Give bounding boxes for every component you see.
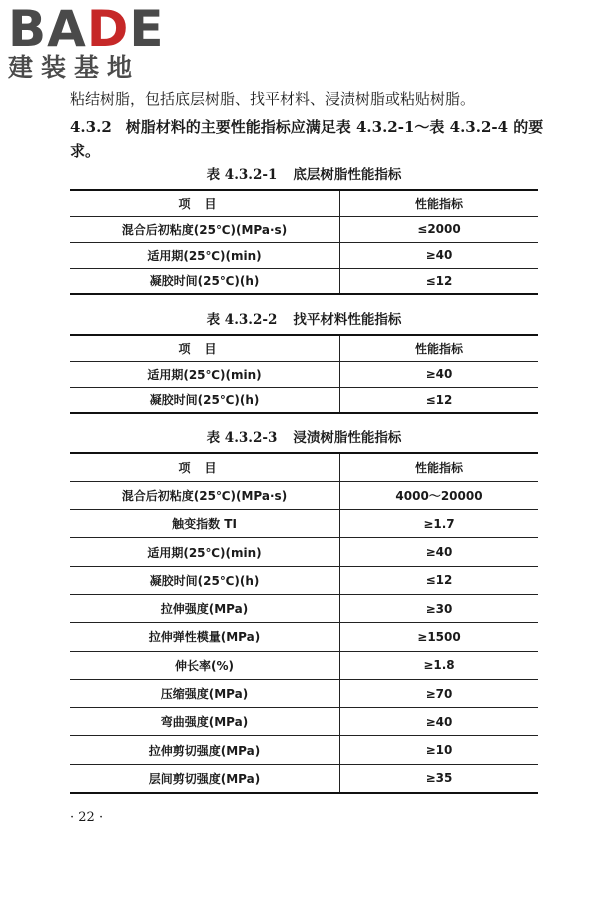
row-item: 适用期(25℃)(min) [70, 242, 340, 268]
row-value: ≥40 [340, 361, 539, 387]
table-header-row [70, 190, 538, 216]
table-title: 浸渍树脂性能指标 [293, 430, 402, 446]
leveling-material-table [70, 334, 538, 414]
intro-text: 粘结树脂，包括底层树脂、找平材料、浸渍树脂或粘贴树脂。 [70, 90, 476, 108]
row-value: ≥1500 [340, 623, 539, 651]
row-value: ≤2000 [340, 216, 539, 242]
table-row [70, 679, 538, 707]
table-row [70, 268, 538, 294]
row-value: 4000～20000 [340, 481, 539, 509]
table-row [70, 594, 538, 622]
row-value: ≥10 [340, 736, 539, 764]
row-item: 适用期(25℃)(min) [70, 538, 340, 566]
clause-4-3-2 [70, 115, 550, 163]
row-value: ≤12 [340, 387, 539, 413]
column-header-value: 性能指标 [340, 190, 539, 216]
table-row [70, 651, 538, 679]
table-row [70, 764, 538, 792]
clause-text: 树脂材料的主要性能指标应满足表 4.3.2-1～表 4.3.2-4 的要求。 [70, 118, 544, 160]
table-header-row [70, 453, 538, 481]
table-number: 表 4.3.2-2 [206, 312, 278, 328]
row-item: 混合后初粘度(25℃)(MPa·s) [70, 216, 340, 242]
row-value: ≥1.7 [340, 510, 539, 538]
table-row [70, 623, 538, 651]
table-caption [70, 308, 538, 328]
table-caption [70, 163, 538, 183]
table-row [70, 566, 538, 594]
row-item: 弯曲强度(MPa) [70, 708, 340, 736]
page-number: · 22 · [70, 810, 104, 825]
logo-subtitle: 建装基地 [8, 53, 141, 82]
table-row [70, 708, 538, 736]
logo [8, 0, 178, 82]
row-value: ≥30 [340, 594, 539, 622]
row-value: ≥35 [340, 764, 539, 792]
clause-number: 4.3.2 [70, 118, 112, 136]
table-title: 找平材料性能指标 [293, 312, 402, 328]
row-item: 适用期(25℃)(min) [70, 361, 340, 387]
table-row [70, 387, 538, 413]
column-header-item: 项目 [70, 453, 340, 481]
table-row [70, 242, 538, 268]
table-number: 表 4.3.2-3 [206, 430, 278, 446]
column-header-item: 项目 [70, 190, 340, 216]
column-header-value: 性能指标 [340, 335, 539, 361]
table-title: 底层树脂性能指标 [293, 167, 402, 183]
table-row [70, 481, 538, 509]
row-item: 伸长率(%) [70, 651, 340, 679]
table-row [70, 216, 538, 242]
column-header-value: 性能指标 [340, 453, 539, 481]
row-item: 凝胶时间(25℃)(h) [70, 387, 340, 413]
row-item: 触变指数 TI [70, 510, 340, 538]
row-value: ≥1.8 [340, 651, 539, 679]
table-row [70, 510, 538, 538]
row-item: 拉伸强度(MPa) [70, 594, 340, 622]
column-header-item: 项目 [70, 335, 340, 361]
row-item: 拉伸剪切强度(MPa) [70, 736, 340, 764]
row-item: 压缩强度(MPa) [70, 679, 340, 707]
row-value: ≥40 [340, 538, 539, 566]
table-number: 表 4.3.2-1 [206, 167, 278, 183]
row-item: 混合后初粘度(25℃)(MPa·s) [70, 481, 340, 509]
row-value: ≥70 [340, 679, 539, 707]
table-row [70, 538, 538, 566]
row-item: 层间剪切强度(MPa) [70, 764, 340, 792]
table-header-row [70, 335, 538, 361]
table-row [70, 736, 538, 764]
primer-resin-table [70, 189, 538, 295]
table-caption [70, 426, 538, 446]
row-value: ≥40 [340, 242, 539, 268]
row-item: 拉伸弹性模量(MPa) [70, 623, 340, 651]
table-row [70, 361, 538, 387]
logo-brand: BADE [8, 0, 165, 58]
row-value: ≤12 [340, 268, 539, 294]
row-value: ≥40 [340, 708, 539, 736]
row-item: 凝胶时间(25℃)(h) [70, 268, 340, 294]
row-item: 凝胶时间(25℃)(h) [70, 566, 340, 594]
row-value: ≤12 [340, 566, 539, 594]
impregnating-resin-table [70, 452, 538, 794]
